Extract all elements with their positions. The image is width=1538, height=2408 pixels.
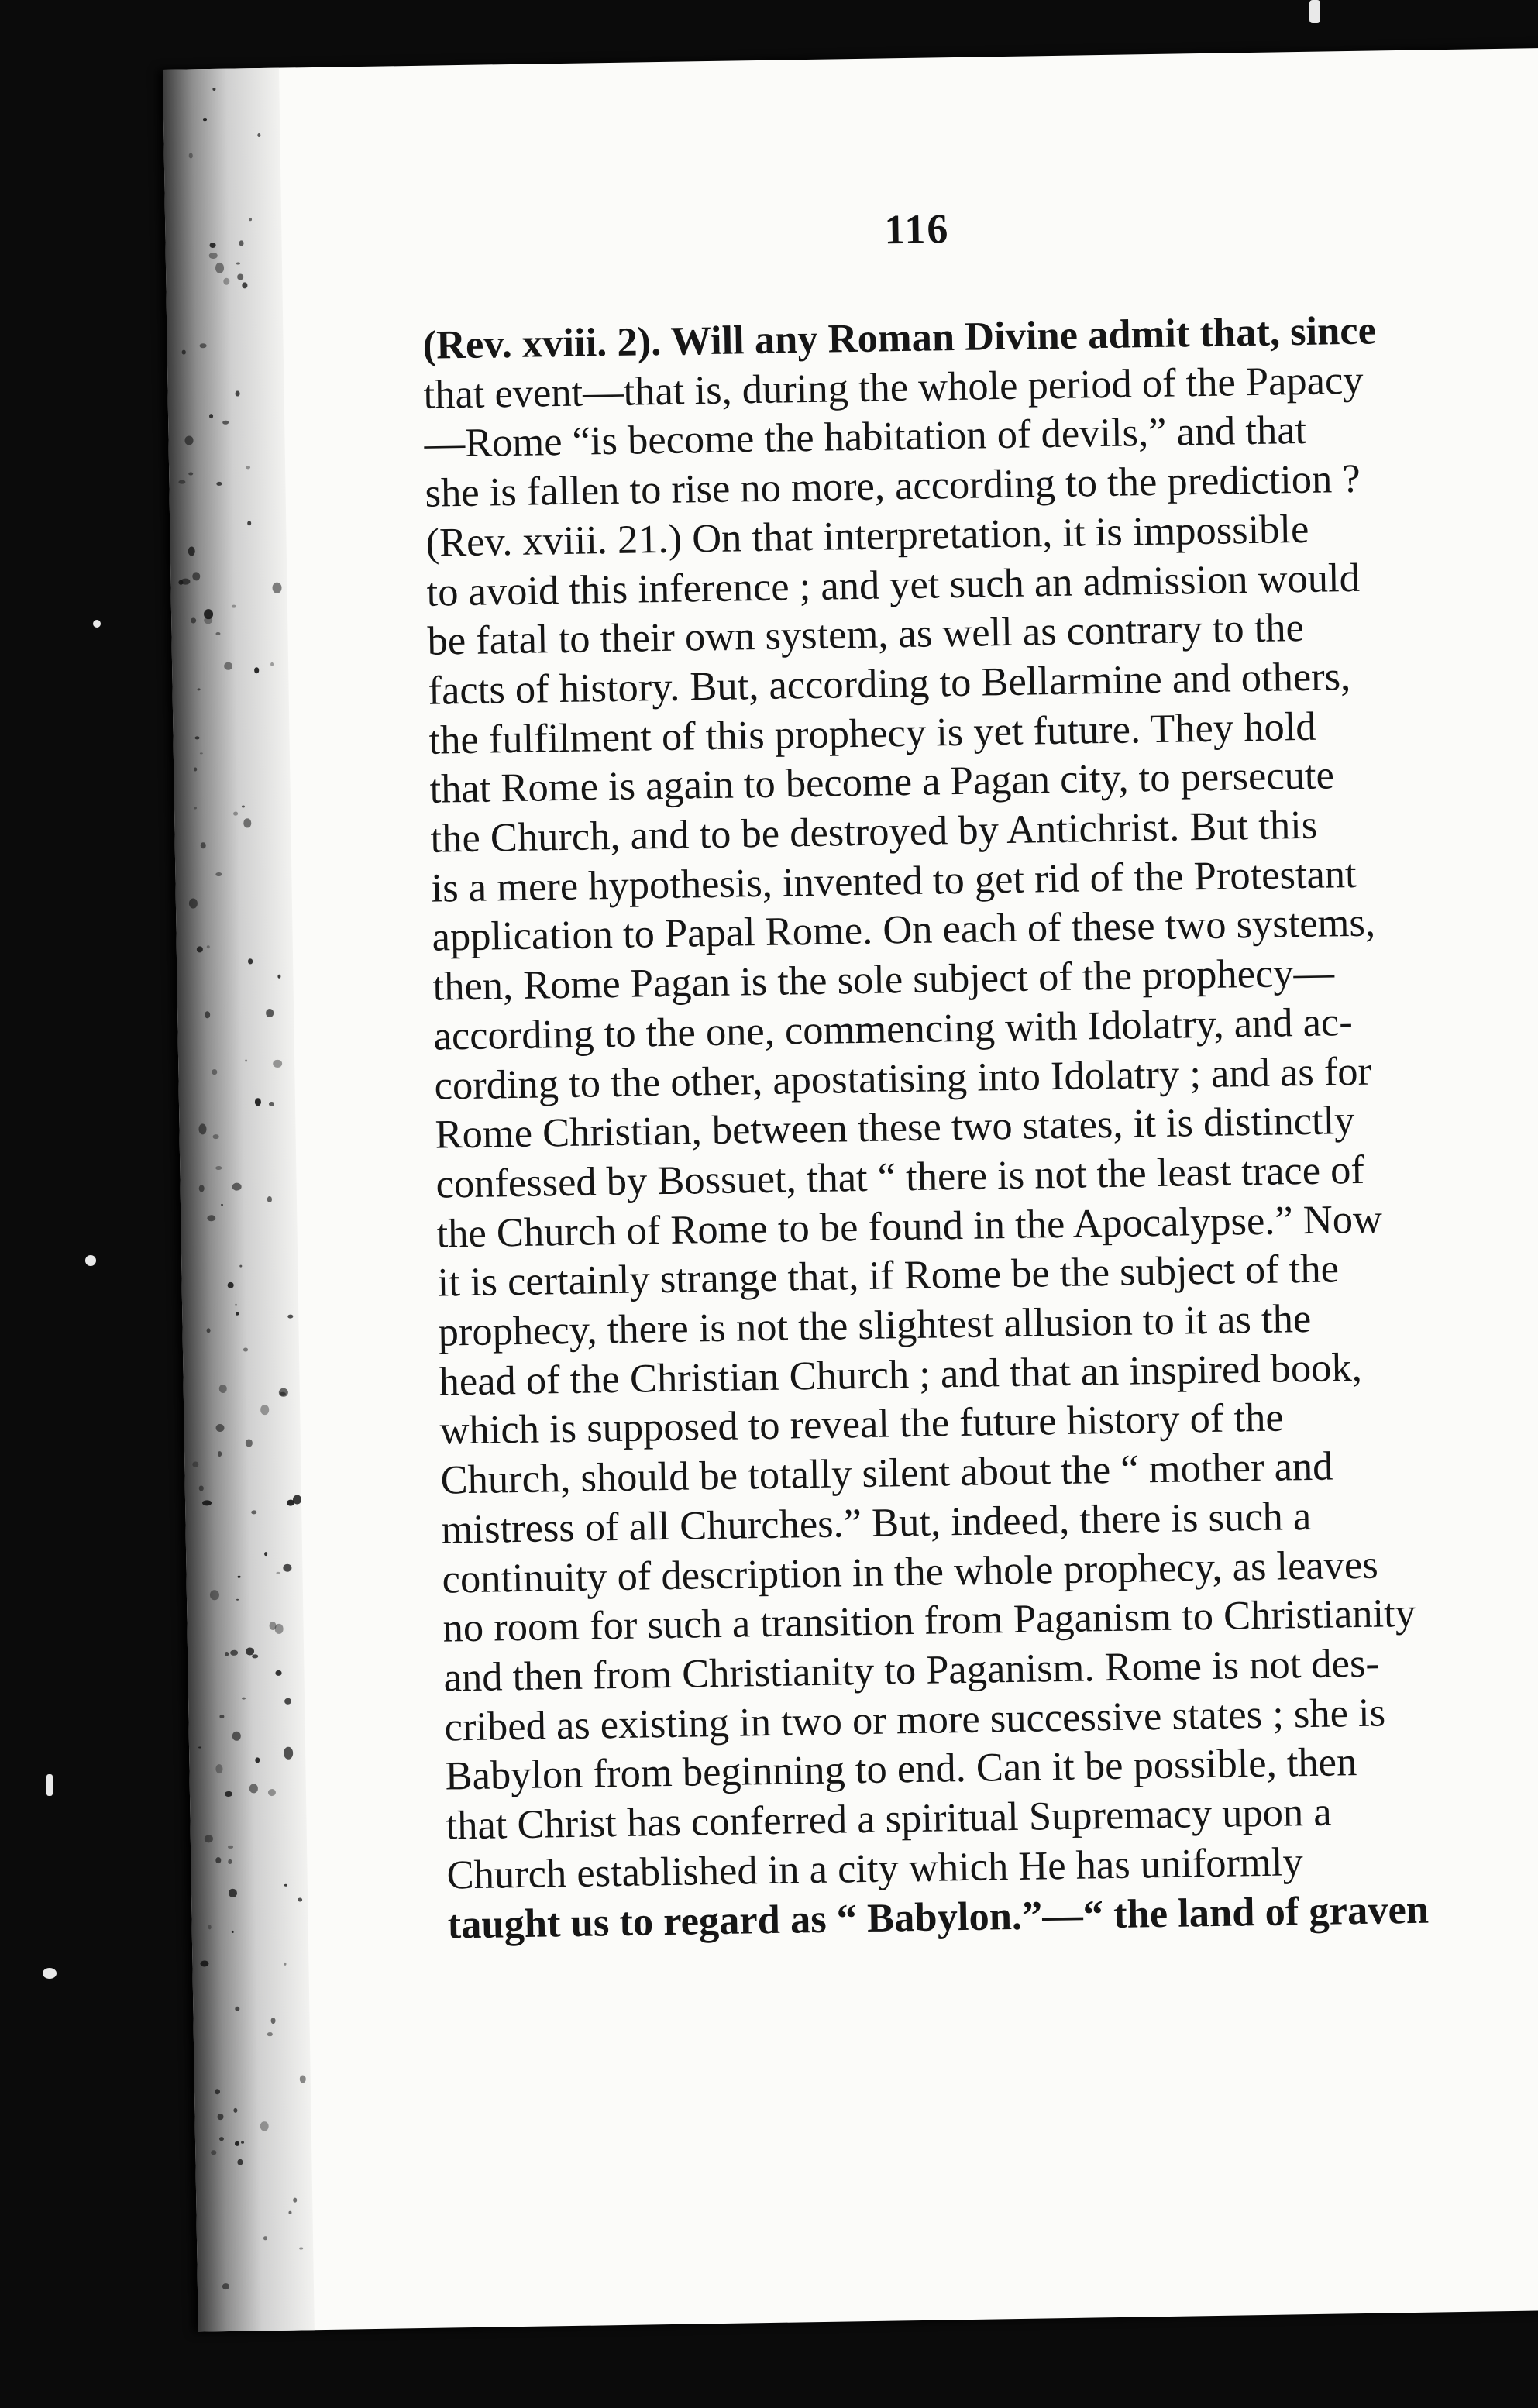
foxing-speck bbox=[289, 2211, 292, 2214]
foxing-speck bbox=[199, 1486, 204, 1491]
foxing-speck bbox=[278, 975, 281, 979]
foxing-speck bbox=[260, 2121, 269, 2131]
foxing-speck bbox=[207, 1215, 215, 1221]
foxing-speck bbox=[225, 1791, 232, 1797]
foxing-speck bbox=[204, 1835, 213, 1842]
foxing-speck bbox=[199, 343, 206, 348]
text-line: which is supposed to reveal the future history of the bbox=[439, 1395, 1285, 1454]
text-line: mistress of all Churches.” But, indeed, there is such a bbox=[441, 1493, 1312, 1553]
foxing-speck bbox=[246, 466, 250, 469]
foxing-speck bbox=[236, 1312, 239, 1315]
text-line: be fatal to their own system, as well as contrary to the bbox=[427, 605, 1305, 664]
text-line: cribed as existing in two or more successive states ; she is bbox=[444, 1690, 1386, 1750]
foxing-speck bbox=[229, 1859, 232, 1863]
foxing-speck bbox=[247, 521, 251, 525]
text-line: cording to the other, apostatising into Idolatry ; and as for bbox=[434, 1048, 1372, 1109]
foxing-speck bbox=[188, 472, 193, 475]
foxing-speck bbox=[206, 1328, 210, 1333]
foxing-speck bbox=[235, 2006, 239, 2011]
book-page bbox=[163, 48, 1538, 2332]
foxing-speck bbox=[198, 1123, 206, 1134]
text-line: the Church, and to be destroyed by Antichrist. But this bbox=[430, 802, 1318, 862]
scan-speck bbox=[46, 1774, 53, 1796]
foxing-speck bbox=[189, 899, 198, 909]
text-line: Babylon from beginning to end. Can it be possible, then bbox=[445, 1739, 1357, 1799]
foxing-speck bbox=[212, 88, 215, 91]
foxing-speck bbox=[212, 2150, 216, 2155]
foxing-speck bbox=[273, 1059, 281, 1068]
foxing-speck bbox=[221, 1204, 223, 1206]
foxing-speck bbox=[225, 1652, 229, 1656]
foxing-speck bbox=[252, 1654, 258, 1658]
foxing-speck bbox=[192, 573, 200, 581]
foxing-speck bbox=[299, 2247, 303, 2249]
foxing-speck bbox=[252, 1510, 257, 1514]
foxing-speck bbox=[263, 2236, 267, 2240]
foxing-speck bbox=[279, 1388, 288, 1397]
text-line: that Rome is again to become a Pagan city, to persecute bbox=[429, 752, 1335, 813]
foxing-speck bbox=[264, 1552, 267, 1556]
text-line: (Rev. xviii. 2). Will any Roman Divine admit that, since bbox=[422, 308, 1377, 368]
foxing-speck bbox=[232, 1182, 242, 1190]
scan-speck bbox=[1309, 0, 1320, 23]
foxing-speck bbox=[228, 1845, 232, 1849]
foxing-speck bbox=[277, 1571, 280, 1574]
foxing-speck bbox=[201, 1960, 209, 1966]
foxing-speck bbox=[217, 2114, 223, 2120]
foxing-speck bbox=[293, 2198, 297, 2203]
text-line: according to the one, commencing with Idolatry, and ac- bbox=[433, 999, 1354, 1059]
foxing-speck bbox=[181, 350, 185, 354]
foxing-speck bbox=[218, 1451, 222, 1457]
foxing-speck bbox=[199, 1185, 205, 1192]
text-line: facts of history. But, according to Bellarmine and others, bbox=[428, 653, 1351, 714]
foxing-speck bbox=[242, 805, 245, 807]
foxing-speck bbox=[215, 632, 220, 636]
foxing-speck bbox=[203, 118, 207, 122]
foxing-speck bbox=[232, 1732, 241, 1742]
foxing-speck bbox=[197, 946, 203, 953]
foxing-speck bbox=[188, 546, 194, 556]
scan-speck bbox=[93, 620, 101, 628]
foxing-speck bbox=[238, 1575, 241, 1577]
foxing-speck bbox=[215, 1857, 221, 1863]
foxing-speck bbox=[231, 605, 236, 608]
text-line: continuity of description in the whole prophecy, as leaves bbox=[442, 1542, 1379, 1602]
foxing-speck bbox=[284, 1884, 287, 1887]
foxing-speck bbox=[236, 1598, 239, 1600]
foxing-speck bbox=[219, 2137, 224, 2141]
foxing-speck bbox=[267, 2032, 272, 2037]
foxing-speck bbox=[201, 842, 206, 848]
foxing-speck bbox=[233, 811, 237, 815]
foxing-speck bbox=[215, 1424, 224, 1433]
text-line: Church established in a city which He has uniformly bbox=[446, 1839, 1304, 1898]
body-text bbox=[422, 301, 1538, 1950]
foxing-speck bbox=[209, 414, 213, 418]
foxing-speck bbox=[222, 2283, 229, 2289]
foxing-speck bbox=[243, 1348, 248, 1352]
foxing-speck bbox=[232, 1931, 234, 1933]
foxing-speck bbox=[254, 668, 260, 674]
foxing-speck bbox=[208, 1925, 211, 1929]
foxing-speck bbox=[179, 480, 186, 484]
foxing-speck bbox=[298, 1897, 302, 1902]
foxing-speck bbox=[193, 1461, 198, 1467]
text-line: application to Papal Rome. On each of these two systems, bbox=[432, 900, 1376, 961]
text-line: no room for such a transition from Paganism to Christianity bbox=[442, 1591, 1416, 1651]
text-line: —Rome “is become the habitation of devils,” and that bbox=[424, 408, 1307, 467]
foxing-speck bbox=[216, 482, 222, 486]
foxing-speck bbox=[215, 1764, 222, 1773]
foxing-speck bbox=[219, 1715, 224, 1718]
foxing-speck bbox=[194, 807, 197, 810]
foxing-speck bbox=[200, 752, 203, 754]
page-number: 116 bbox=[883, 205, 950, 253]
text-line: then, Rome Pagan is the sole subject of the prophecy— bbox=[432, 950, 1335, 1010]
foxing-speck bbox=[197, 689, 201, 691]
foxing-speck bbox=[235, 1303, 237, 1305]
foxing-speck bbox=[213, 1134, 220, 1139]
foxing-speck bbox=[237, 274, 243, 280]
foxing-speck bbox=[239, 1265, 243, 1268]
foxing-speck bbox=[222, 421, 229, 425]
text-line: it is certainly strange that, if Rome be the subject of the bbox=[437, 1246, 1340, 1305]
foxing-speck bbox=[272, 582, 281, 593]
foxing-speck bbox=[191, 617, 197, 624]
foxing-speck bbox=[257, 133, 260, 137]
foxing-speck bbox=[219, 1385, 227, 1394]
foxing-speck bbox=[268, 1789, 276, 1797]
foxing-speck bbox=[210, 1590, 219, 1601]
foxing-speck bbox=[283, 1563, 292, 1571]
text-line: (Rev. xviii. 21.) On that interpretation, it is impossible bbox=[425, 506, 1309, 566]
foxing-speck bbox=[243, 818, 251, 828]
foxing-speck bbox=[248, 959, 252, 964]
text-line: the fulfilment of this prophecy is yet future. They hold bbox=[428, 703, 1316, 763]
foxing-speck bbox=[267, 1196, 273, 1202]
text-line: confessed by Bossuet, that “ there is not the least trace of bbox=[435, 1147, 1365, 1207]
foxing-speck bbox=[287, 1499, 294, 1505]
foxing-speck bbox=[189, 153, 193, 158]
foxing-speck bbox=[270, 2018, 276, 2024]
foxing-speck bbox=[245, 1060, 247, 1062]
foxing-speck bbox=[255, 1099, 261, 1106]
foxing-speck bbox=[195, 737, 200, 740]
foxing-speck bbox=[284, 1698, 292, 1705]
foxing-speck bbox=[233, 2108, 237, 2113]
text-line: Church, should be totally silent about the “ mother and bbox=[440, 1443, 1333, 1503]
foxing-speck bbox=[230, 1650, 238, 1656]
scan-speck bbox=[43, 1968, 57, 1979]
foxing-speck bbox=[237, 2159, 243, 2166]
text-line: the Church of Rome to be found in the Apocalypse.” Now bbox=[436, 1196, 1383, 1257]
foxing-speck bbox=[194, 767, 198, 771]
text-line: Rome Christian, between these two states, it is distinctly bbox=[435, 1098, 1355, 1158]
text-line: she is fallen to rise no more, according to the prediction ? bbox=[425, 456, 1361, 516]
foxing-speck bbox=[205, 1011, 210, 1019]
foxing-speck bbox=[269, 1102, 274, 1106]
text-line: is a mere hypothesis, invented to get rid of the Protestant bbox=[431, 851, 1357, 911]
foxing-speck bbox=[228, 1281, 235, 1288]
foxing-speck bbox=[284, 1747, 293, 1760]
text-line: to avoid this inference ; and yet such an admission would bbox=[426, 555, 1361, 615]
foxing-speck bbox=[275, 1670, 282, 1676]
foxing-speck bbox=[224, 662, 232, 669]
text-line: head of the Christian Church ; and that an inspired book, bbox=[439, 1344, 1363, 1405]
page-gutter-shadow bbox=[163, 68, 315, 2332]
foxing-speck bbox=[242, 283, 247, 289]
foxing-speck bbox=[184, 436, 193, 445]
foxing-speck bbox=[215, 2089, 221, 2094]
foxing-speck bbox=[236, 390, 240, 397]
foxing-speck bbox=[270, 662, 274, 666]
foxing-speck bbox=[215, 872, 222, 876]
foxing-speck bbox=[284, 1963, 286, 1965]
text-line: that Christ has conferred a spiritual Supremacy upon a bbox=[446, 1789, 1332, 1849]
text-line: prophecy, there is not the slightest allusion to it as the bbox=[438, 1295, 1312, 1355]
foxing-speck bbox=[223, 278, 229, 285]
foxing-speck bbox=[207, 945, 210, 948]
foxing-speck bbox=[260, 1405, 269, 1415]
foxing-speck bbox=[300, 2075, 306, 2083]
foxing-speck bbox=[249, 1784, 258, 1794]
foxing-speck bbox=[266, 1009, 274, 1017]
foxing-speck bbox=[288, 1315, 294, 1319]
foxing-speck bbox=[229, 1889, 236, 1897]
foxing-speck bbox=[216, 1166, 222, 1170]
foxing-speck bbox=[202, 1500, 212, 1505]
foxing-speck bbox=[235, 2141, 240, 2145]
foxing-speck bbox=[245, 1440, 253, 1447]
text-line: taught us to regard as “ Babylon.”—“ the land of graven bbox=[447, 1887, 1430, 1948]
foxing-speck bbox=[212, 1069, 217, 1075]
foxing-speck bbox=[242, 1698, 246, 1700]
text-line: that event—that is, during the whole period of the Papacy bbox=[423, 357, 1364, 418]
scan-speck bbox=[85, 1255, 96, 1266]
foxing-speck bbox=[255, 1758, 260, 1763]
foxing-speck bbox=[198, 1746, 201, 1749]
foxing-speck bbox=[241, 2141, 244, 2144]
text-line: and then from Christianity to Paganism. Rome is not des- bbox=[443, 1640, 1380, 1701]
